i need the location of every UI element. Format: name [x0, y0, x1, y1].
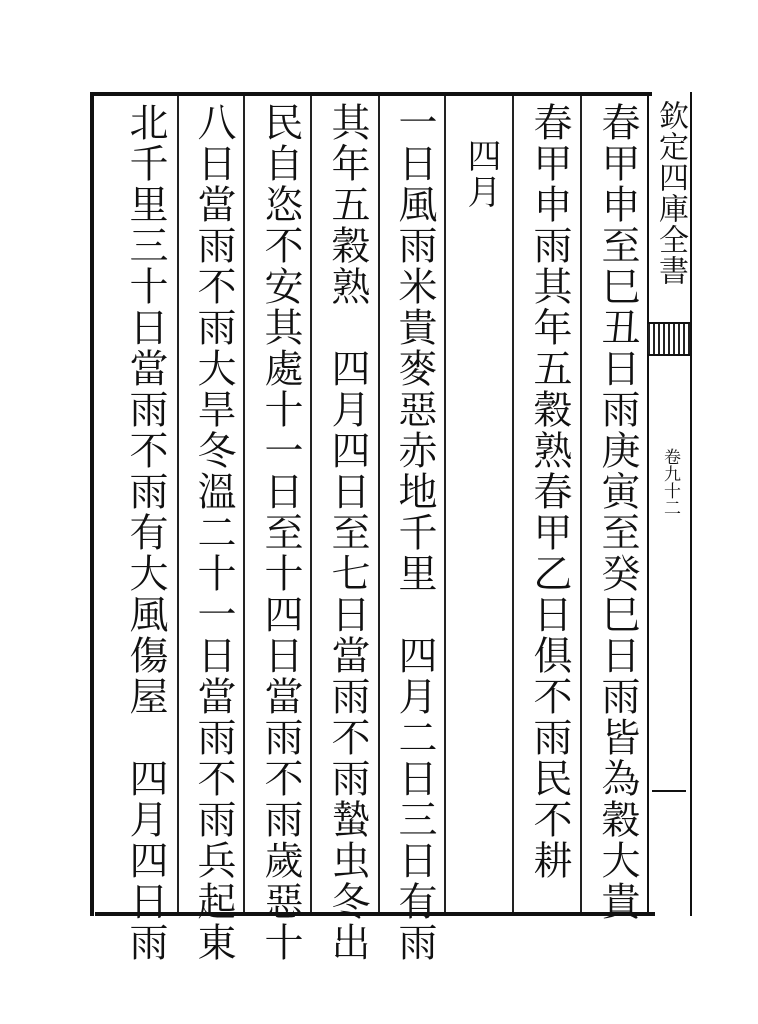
- margin-divider: [647, 92, 649, 916]
- frame-left-border: [90, 92, 94, 916]
- margin-tick: [652, 790, 686, 792]
- column-rule: [512, 96, 514, 912]
- frame-right-border: [690, 92, 692, 916]
- text-column-8: 北千里三十日當雨不雨有大風傷屋 四月四日雨: [123, 102, 168, 963]
- text-column-6: 民自恣不安其處十一日至十四日當雨不雨歲惡十: [258, 102, 303, 963]
- column-rule: [243, 96, 245, 912]
- text-column-1: 春甲申至巳丑日雨庚寅至癸巳日雨皆為穀大貴: [595, 102, 640, 922]
- text-column-7: 八日當雨不雨大旱冬溫二十一日當雨不雨兵起東: [191, 102, 236, 963]
- column-rule: [378, 96, 380, 912]
- text-column-2: 春甲申雨其年五穀熟春甲乙日俱不雨民不耕: [527, 102, 572, 881]
- column-rule: [310, 96, 312, 912]
- column-rule: [177, 96, 179, 912]
- book-title: 欽定四庫全書: [653, 100, 688, 286]
- column-rule: [444, 96, 446, 912]
- fish-tail-ornament: [648, 322, 690, 356]
- volume-number: 卷九十二: [660, 448, 680, 516]
- text-column-5: 其年五穀熟 四月四日至七日當雨不雨蟄虫冬出: [325, 102, 370, 963]
- column-rule: [580, 96, 582, 912]
- text-column-4: 一日風雨米貴麥惡赤地千里 四月二日三日有雨: [392, 102, 437, 963]
- section-heading: 四月: [461, 102, 501, 210]
- frame-top-border: [92, 92, 652, 96]
- frame-bottom-border: [95, 912, 655, 916]
